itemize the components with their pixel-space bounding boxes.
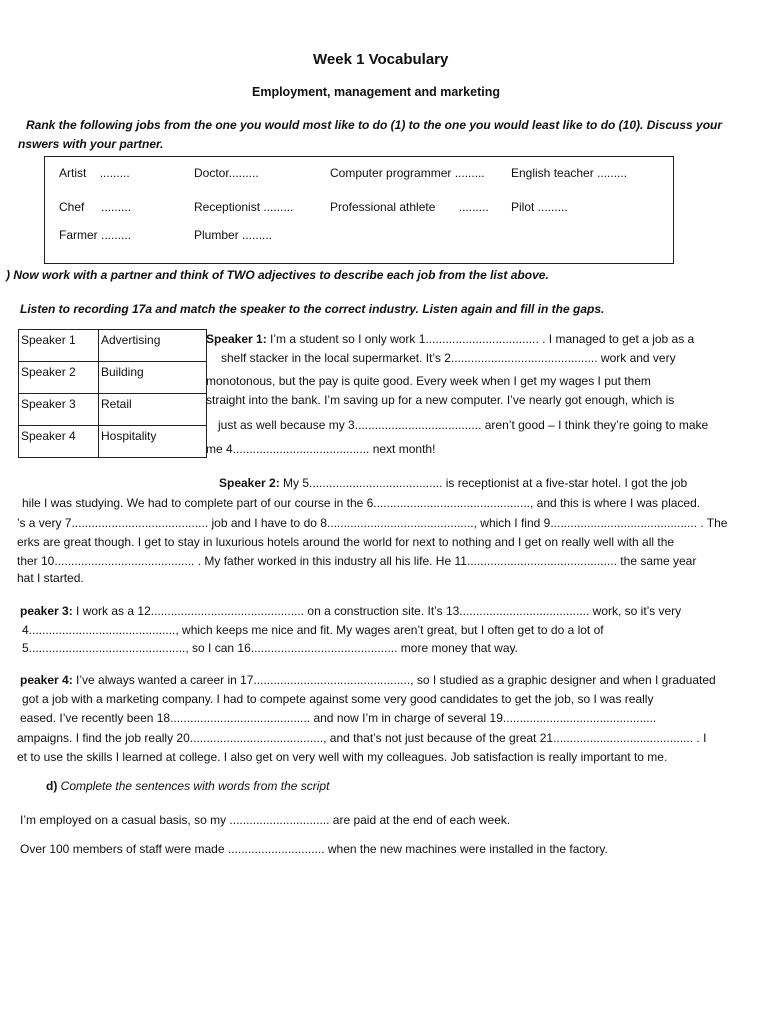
jobs-box — [44, 156, 674, 264]
page-title: Week 1 Vocabulary — [313, 51, 449, 68]
section-d-sentence2: Over 100 members of staff were made ............................. when the new machines were installed in the factory. — [20, 842, 608, 856]
job-pilot: Pilot ......... — [511, 200, 568, 214]
industry-cell: Building — [99, 362, 207, 394]
speaker-cell: Speaker 4 — [19, 426, 99, 458]
industry-cell: Advertising — [99, 330, 207, 362]
adjectives-instruction: ) Now work with a partner and think of TWO adjectives to describe each job from the list above. — [6, 268, 549, 282]
speaker2-line5: ther 10.......................................... . My father worked in this industry all his life. He 11............................................. the same year — [17, 554, 697, 568]
speaker2-line4: erks are great though. I get to stay in luxurious hotels around the world for next to nothing and I get on really well with all the — [17, 535, 675, 549]
speaker2-line3: ’s a very 7......................................... job and I have to do 8............................................, which I find 9............................................ . The — [17, 516, 728, 530]
table-row — [19, 362, 207, 394]
speaker2-line6: hat I started. — [17, 571, 84, 585]
speaker1-line6: me 4......................................... next month! — [206, 442, 436, 456]
speaker-cell: Speaker 2 — [19, 362, 99, 394]
speaker3-line3: 5..............................................., so I can 16............................................ more money that way. — [22, 641, 518, 655]
speaker-cell: Speaker 3 — [19, 394, 99, 426]
speaker1-line5: just as well because my 3...................................... aren’t good – I think they’re going to make — [218, 418, 709, 432]
industry-cell: Hospitality — [99, 426, 207, 458]
job-farmer: Farmer ......... — [59, 228, 132, 242]
job-doctor: Doctor......... — [194, 166, 259, 180]
job-professional-athlete: Professional athlete ......... — [330, 200, 489, 214]
speaker1-line2: shelf stacker in the local supermarket. It’s 2............................................ work and very — [221, 351, 676, 365]
table-row — [19, 394, 207, 426]
rank-instruction-line1: Rank the following jobs from the one you would most like to do (1) to the one you would least like to do (10). Discuss your — [26, 118, 723, 132]
speaker4-line1: peaker 4: I’ve always wanted a career in 17..............................................., so I studied as a graphic designer and when I graduated — [20, 673, 716, 687]
speaker2-line1: Speaker 2: My 5........................................ is receptionist at a five-star hotel. I got the job — [219, 476, 688, 490]
job-computer-programmer: Computer programmer ......... — [330, 166, 485, 180]
listen-instruction: Listen to recording 17a and match the speaker to the correct industry. Listen again and fill in the gaps. — [20, 302, 605, 316]
speaker4-line4: ampaigns. I find the job really 20........................................, and that’s not just because of the great 21.......................................... . I — [17, 731, 707, 745]
industry-cell: Retail — [99, 394, 207, 426]
table-row — [19, 426, 207, 458]
section-d-sentence1: I’m employed on a casual basis, so my .............................. are paid at the end of each week. — [20, 813, 511, 827]
section-d-instruction: d) Complete the sentences with words from the script — [46, 779, 330, 793]
speaker-cell: Speaker 1 — [19, 330, 99, 362]
speaker1-line1: Speaker 1: I’m a student so I only work 1.................................. . I managed to get a job as a — [206, 332, 695, 346]
job-receptionist: Receptionist ......... — [194, 200, 294, 214]
rank-instruction-line2: nswers with your partner. — [18, 137, 164, 151]
speaker3-line2: 4............................................, which keeps me nice and fit. My wages aren’t great, but I often get to do a lot of — [22, 623, 604, 637]
speaker2-line2: hile I was studying. We had to complete part of our course in the 6..............................................., and this is where I was placed. — [22, 496, 701, 510]
speaker4-line3: eased. I’ve recently been 18.......................................... and now I’m in charge of several 19.............................................. — [20, 711, 657, 725]
speaker1-line4: straight into the bank. I’m saving up for a new computer. I’ve nearly got enough, which is — [206, 393, 675, 407]
speaker1-line3: monotonous, but the pay is quite good. Every week when I get my wages I put them — [206, 374, 651, 388]
speaker4-line2: got a job with a marketing company. I had to compete against some very good candidates to get the job, so I was really — [22, 692, 654, 706]
job-chef: Chef ......... — [59, 200, 132, 214]
page-subtitle: Employment, management and marketing — [252, 85, 500, 99]
job-english-teacher: English teacher ......... — [511, 166, 628, 180]
speaker3-line1: peaker 3: I work as a 12.............................................. on a construction site. It’s 13....................................... work, so it’s very — [20, 604, 682, 618]
speaker4-line5: et to use the skills I learned at college. I also get on very well with my colleagues. Job satisfaction is really important to me. — [17, 750, 668, 764]
job-plumber: Plumber ......... — [194, 228, 273, 242]
speaker-industry-table — [18, 329, 207, 458]
job-artist: Artist ......... — [59, 166, 130, 180]
table-row — [19, 330, 207, 362]
